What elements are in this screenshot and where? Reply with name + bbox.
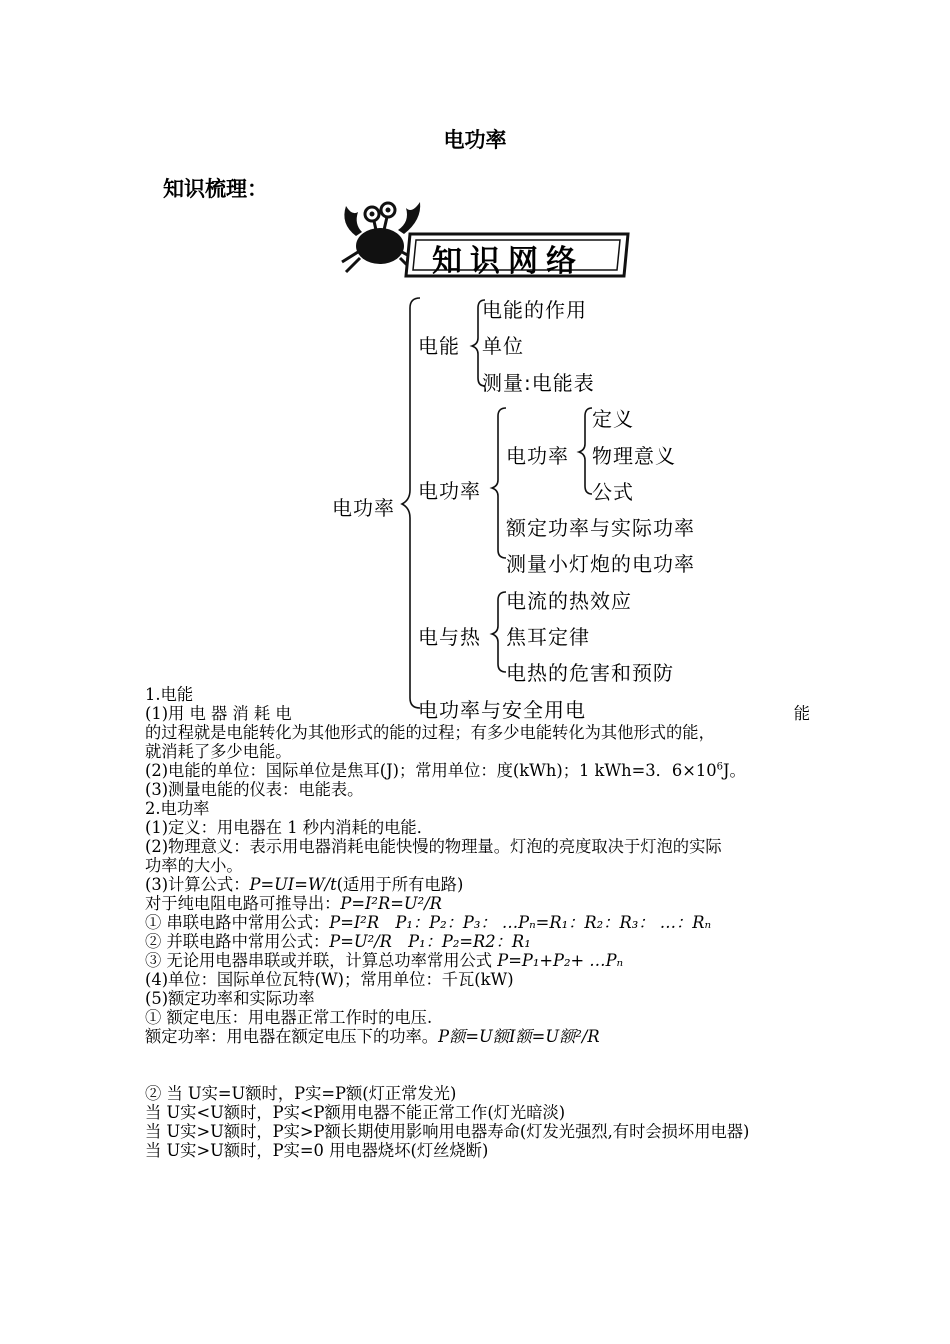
paragraph-line: (5)额定功率和实际功率	[145, 989, 315, 1008]
formula: P=I²R P₁：P₂：P₃： …Pₙ=R₁：R₂：R₃： …：Rₙ	[329, 913, 712, 932]
heading-electric-energy: 1.电能	[145, 685, 194, 704]
tree-leaf: 单位	[482, 334, 524, 358]
paragraph-line	[145, 894, 810, 913]
text: J。	[723, 761, 746, 780]
tree-leaf: 电流的热效应	[506, 589, 632, 613]
tree-node-energy: 电能	[418, 334, 460, 358]
text: ③ 无论用电器串联或并联，计算总功率常用公式	[145, 951, 498, 970]
section-heading: 知识梳理：	[163, 177, 268, 201]
paragraph-line	[145, 1027, 810, 1046]
text: 对于纯电阻电路可推导出：	[145, 894, 341, 913]
paragraph-line: 就消耗了多少电能。	[145, 742, 292, 761]
formula: P=U²/R P₁：P₂=R2：R₁	[329, 932, 531, 951]
tree-leaf: 物理意义	[592, 444, 676, 468]
formula: P=P₁+P₂+ …Pₙ	[497, 951, 624, 970]
exponent: 6	[716, 761, 723, 773]
paragraph-line: 当 U实>U额时，P实=0 用电器烧坏(灯丝烧断)	[145, 1141, 489, 1160]
paragraph-line: ① 额定电压：用电器正常工作时的电压.	[145, 1008, 433, 1027]
text: ① 串联电路中常用公式：	[145, 913, 330, 932]
heading-electric-power: 2.电功率	[145, 799, 210, 818]
paragraph-line	[145, 704, 810, 723]
content-body	[145, 685, 810, 1160]
paragraph-line: (2)物理意义：表示用电器消耗电能快慢的物理量。灯泡的亮度取决于灯泡的实际	[145, 837, 722, 856]
text: 额定功率：用电器在额定电压下的功率。	[145, 1027, 439, 1046]
tree-leaf: 额定功率与实际功率	[506, 516, 695, 540]
banner-label: 知识网络	[432, 244, 584, 279]
tree-leaf: 焦耳定律	[506, 625, 590, 649]
paragraph-line: (1)定义：用电器在 1 秒内消耗的电能．	[145, 818, 433, 837]
knowledge-network-banner	[336, 196, 632, 280]
text: (3)计算公式：	[145, 875, 250, 894]
tree-node-power: 电功率	[418, 479, 481, 503]
paragraph-line	[145, 875, 810, 894]
tree-leaf: 测量小灯炮的电功率	[506, 552, 695, 576]
paragraph-line: 的过程就是电能转化为其他形式的能的过程；有多少电能转化为其他形式的能，	[145, 723, 715, 742]
paragraph-line: ② 当 U实=U额时，P实=P额(灯正常发光)	[145, 1084, 457, 1103]
formula: P额=U额I额=U额²/R	[438, 1027, 600, 1046]
text: ② 并联电路中常用公式：	[145, 932, 330, 951]
paragraph-line	[145, 932, 810, 951]
paragraph-line: (4)单位：国际单位瓦特(W)；常用单位：千瓦(kW)	[145, 970, 514, 989]
paragraph-line: 功率的大小。	[145, 856, 243, 875]
paragraph-line: 当 U实>U额时，P实>P额长期使用影响用电器寿命(灯发光强烈,有时会损坏用电器)	[145, 1122, 750, 1141]
paragraph-line	[145, 761, 810, 780]
formula: P=UI=W/t	[249, 875, 337, 894]
formula: P=I²R=U²/R	[340, 894, 442, 913]
paragraph-line: 当 U实<U额时，P实<P额用电器不能正常工作(灯光暗淡)	[145, 1103, 566, 1122]
paragraph-line: (3)测量电能的仪表：电能表。	[145, 780, 364, 799]
text: (2)电能的单位：国际单位是焦耳(J)；常用单位：度(kWh)；1 kWh=3．6×10	[145, 761, 717, 780]
tree-leaf: 电能的作用	[482, 298, 587, 322]
tree-root: 电功率	[332, 496, 395, 520]
tree-leaf: 电热的危害和预防	[506, 661, 674, 685]
tree-node-power-sub: 电功率	[506, 444, 569, 468]
knowledge-tree	[320, 290, 740, 720]
tree-node-heat: 电与热	[418, 625, 481, 649]
page-title: 电功率	[443, 128, 507, 152]
paragraph-line	[145, 913, 810, 932]
text: (1)用 电 器 消 耗 电	[145, 704, 292, 723]
tree-node-safety: 电功率与安全用电	[418, 698, 586, 722]
text: 能	[793, 704, 810, 723]
tree-leaf: 测量:电能表	[482, 371, 595, 395]
paragraph-line	[145, 951, 810, 970]
tree-leaf: 定义	[592, 407, 634, 431]
text: (适用于所有电路)	[336, 875, 464, 894]
tree-leaf: 公式	[592, 480, 634, 504]
